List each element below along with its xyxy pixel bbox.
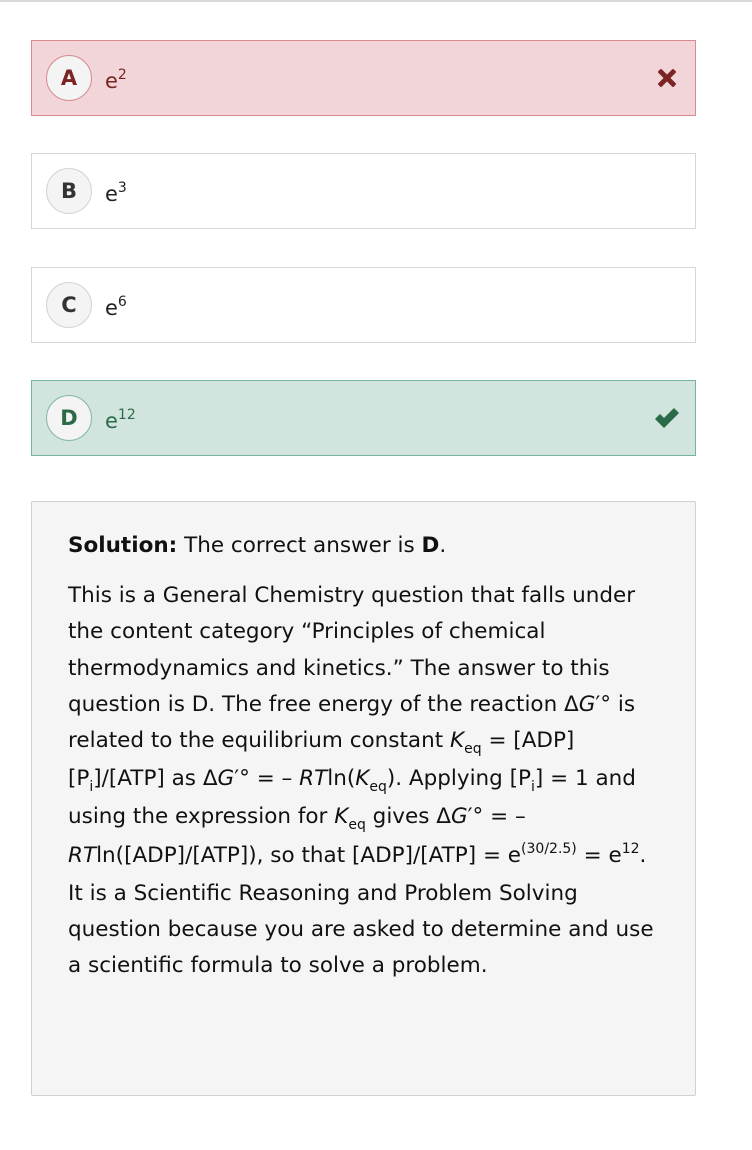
answer-choice-c[interactable]	[31, 267, 696, 343]
solution-label: Solution:	[68, 533, 178, 558]
solution-panel	[31, 501, 696, 1096]
answer-choice-b[interactable]	[31, 153, 696, 229]
choice-text: $e^{12}$	[105, 406, 136, 433]
top-divider	[0, 0, 752, 2]
x-mark-icon	[653, 64, 681, 92]
checkmark-icon	[653, 404, 681, 432]
choice-letter-badge: B	[46, 168, 92, 214]
choice-text: $e^6$	[105, 293, 127, 320]
correct-answer-letter: D	[421, 533, 440, 558]
choice-text: $e^2$	[105, 66, 127, 93]
choice-letter-badge: C	[46, 282, 92, 328]
choice-letter-badge: A	[46, 55, 92, 101]
solution-explanation: This is a General Chemistry question that falls under the content category “Principles of chemical thermodynamics and kinetics.” The answer to this question is D. The free energy of the reaction ΔG′° is related to the equilibrium constant $K_{eq} = [ADP][P_i]/[ATP]$ as ΔG′° = – $RTln(K_{eq})$. Applying $[P_i] = 1$ and using the expression for $K_{eq}$ gives ΔG′° = – RTln([ADP]/[ATP]), so that $[ADP]/[ATP] = e^{(30/2.5)} = e^{12}$. It is a Scientific Reasoning and Problem Solving question because you are asked to determine and use a scientific formula to solve a problem.	[68, 583, 654, 979]
answer-choice-d[interactable]	[31, 380, 696, 456]
solution-headline: Solution: The correct answer is D.	[68, 533, 447, 558]
choice-letter-badge: D	[46, 395, 92, 441]
choice-text: $e^3$	[105, 179, 127, 206]
answer-choice-a[interactable]	[31, 40, 696, 116]
